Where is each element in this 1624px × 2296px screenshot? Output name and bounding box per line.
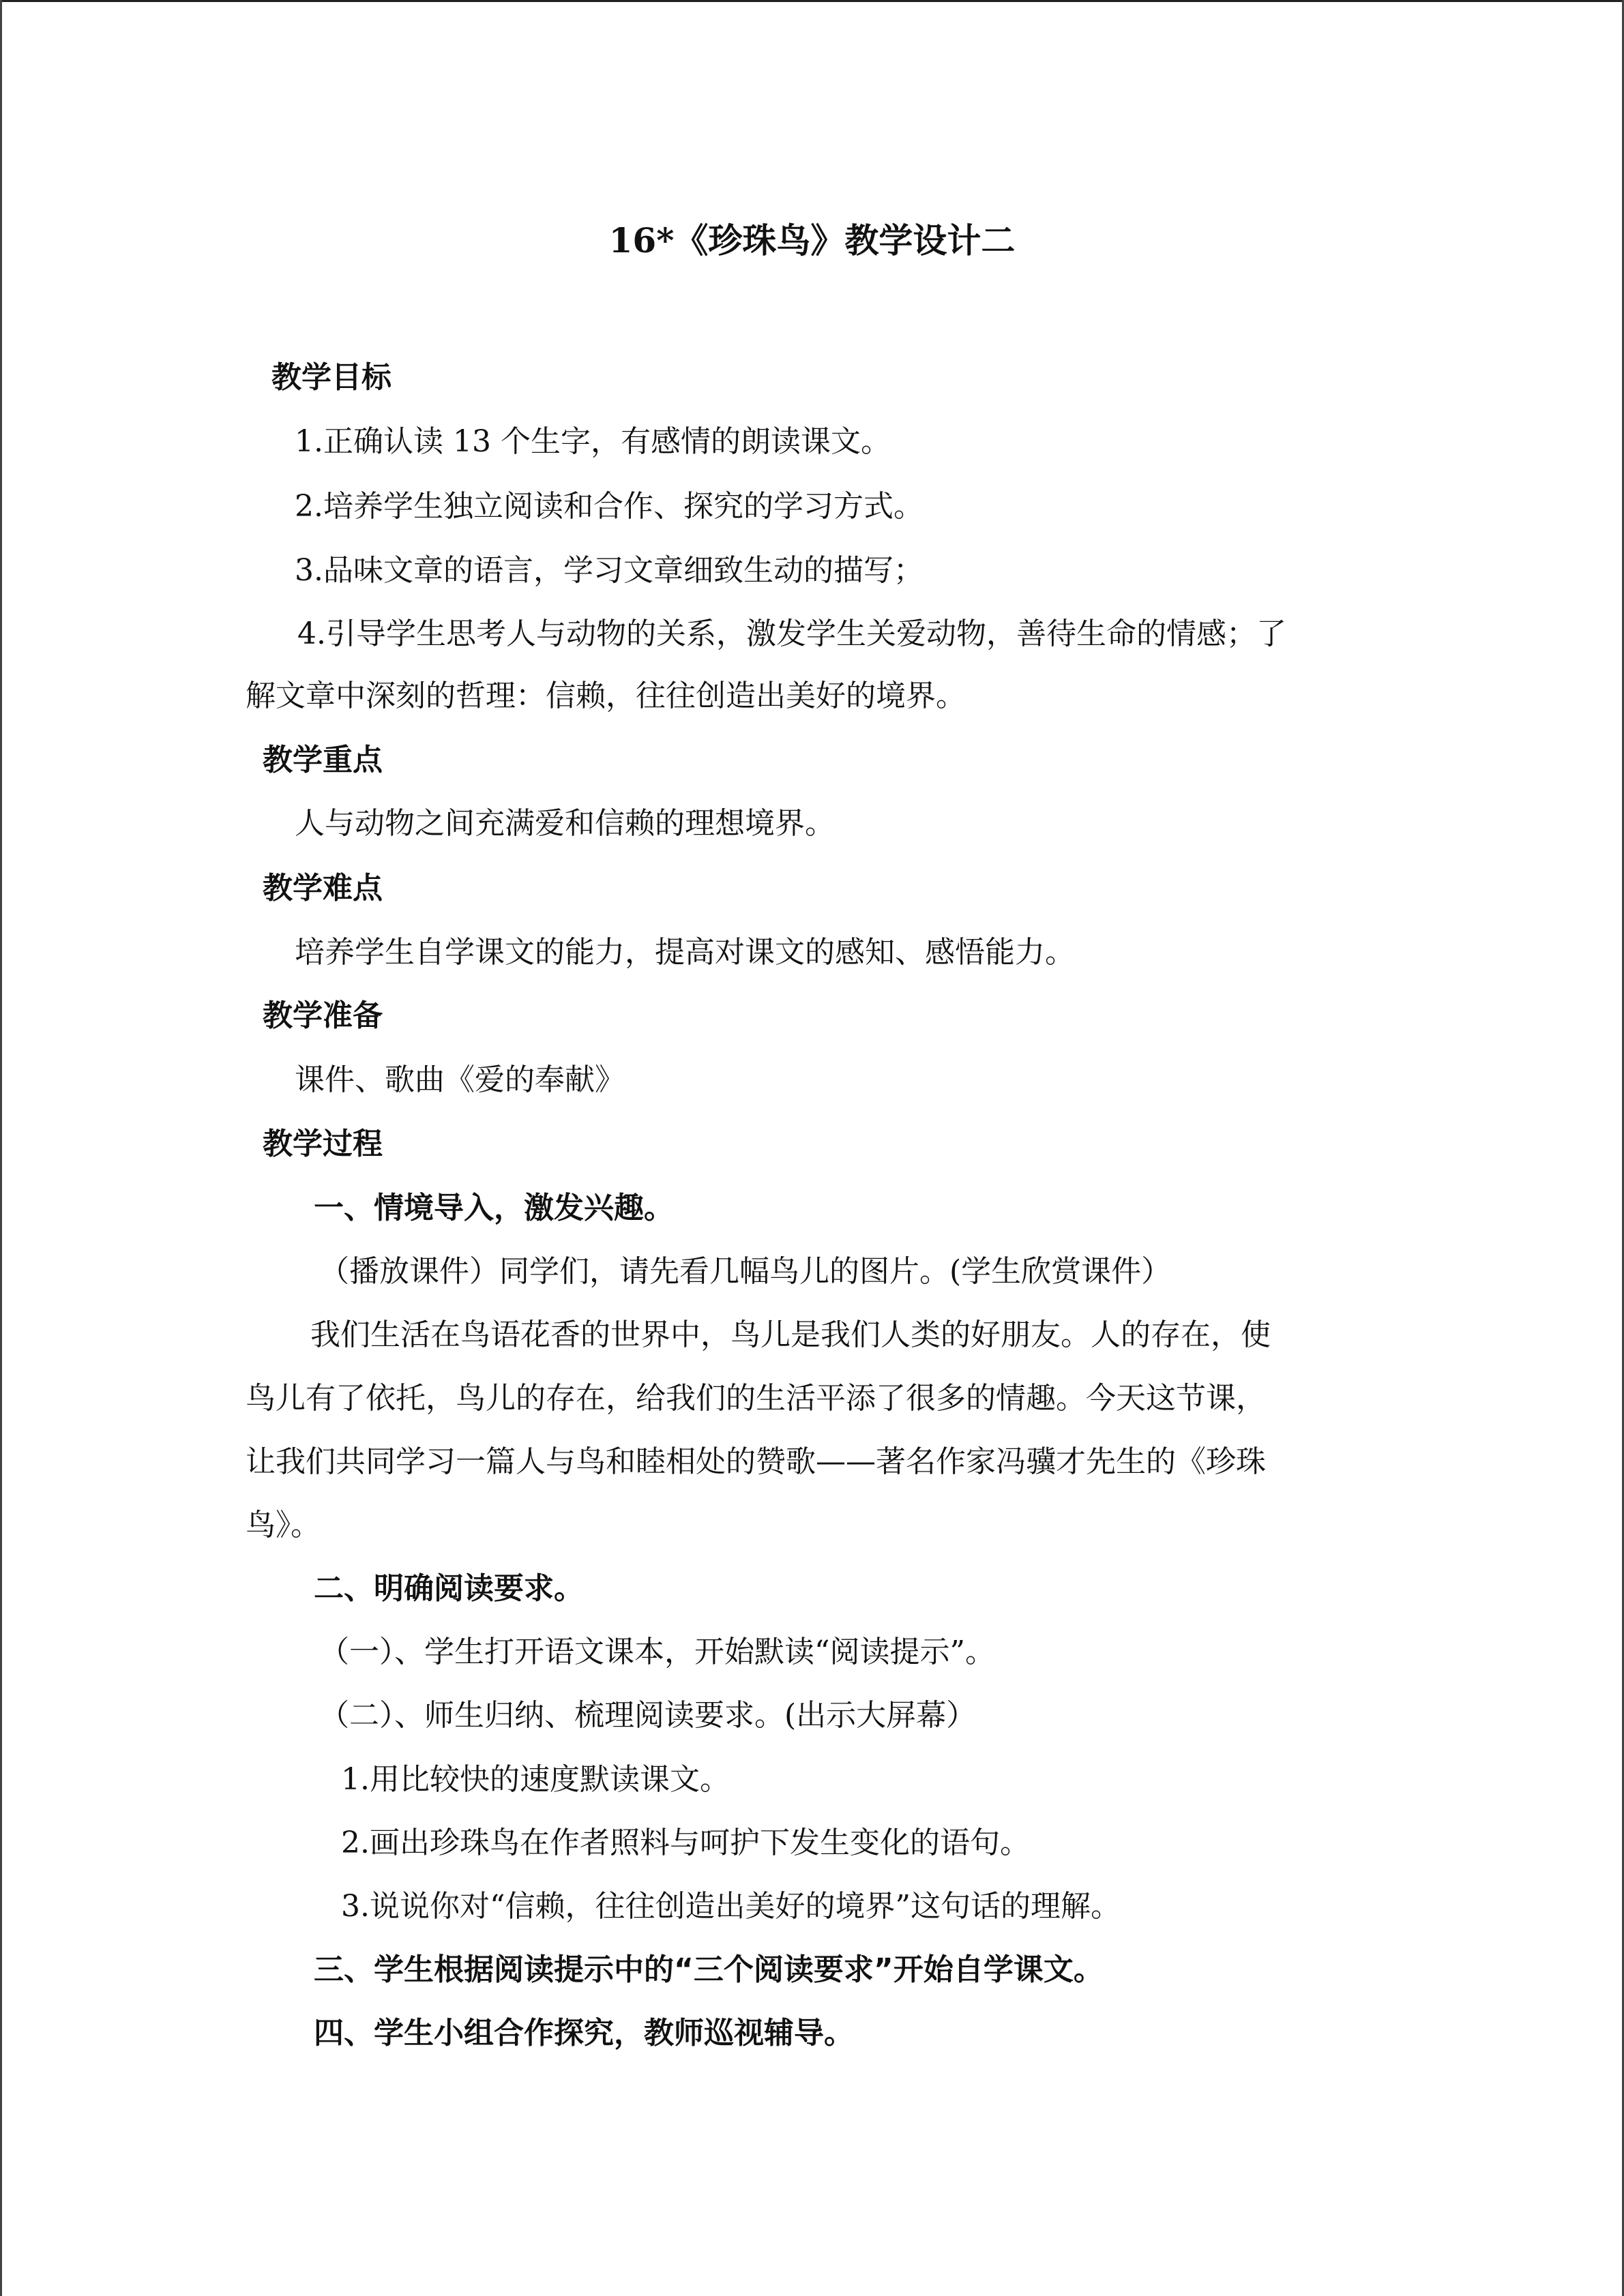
page-left-border — [0, 0, 2, 2296]
step1-title: 一、情境导入，激发兴趣。 — [314, 1191, 674, 1225]
objective-item-4-line2: 解文章中深刻的哲理：信赖，往往创造出美好的境界。 — [246, 679, 966, 713]
step2-title: 二、明确阅读要求。 — [314, 1571, 584, 1606]
step1-paragraph2-line3: 让我们共同学习一篇人与鸟和睦相处的赞歌——著名作家冯骥才先生的《珍珠 — [246, 1444, 1266, 1479]
difficulty-heading: 教学难点 — [263, 871, 383, 906]
objective-item-4-line1: 4.引导学生思考人与动物的关系，激发学生关爱动物，善待生命的情感；了 — [297, 616, 1286, 651]
document-title: 16*《珍珠鸟》教学设计二 — [608, 220, 1016, 260]
step4-title: 四、学生小组合作探究，教师巡视辅导。 — [314, 2016, 854, 2051]
step1-paragraph2-line2: 鸟儿有了依托，鸟儿的存在，给我们的生活平添了很多的情趣。今天这节课， — [246, 1381, 1266, 1416]
page-top-border — [0, 0, 1624, 2]
step1-paragraph2-line1: 我们生活在鸟语花香的世界中，鸟儿是我们人类的好朋友。人的存在，使 — [310, 1317, 1271, 1352]
step3-title: 三、学生根据阅读提示中的“三个阅读要求”开始自学课文。 — [314, 1952, 1104, 1987]
preparation-heading: 教学准备 — [263, 998, 383, 1033]
process-heading: 教学过程 — [263, 1127, 383, 1161]
step2-sub1: （一）、学生打开语文课本，开始默读“阅读提示”。 — [319, 1635, 995, 1669]
preparation-text: 课件、歌曲《爱的奉献》 — [295, 1062, 625, 1097]
key-point-heading: 教学重点 — [263, 743, 383, 777]
step1-paragraph2-line4: 鸟》。 — [246, 1508, 321, 1542]
step2-requirement-3: 3.说说你对“信赖，往往创造出美好的境界”这句话的理解。 — [341, 1889, 1121, 1924]
objective-item-1: 1.正确认读 13 个生字，有感情的朗读课文。 — [295, 424, 891, 459]
step2-sub2: （二）、师生归纳、梳理阅读要求。(出示大屏幕） — [319, 1698, 977, 1733]
step1-paragraph1: （播放课件）同学们，请先看几幅鸟儿的图片。(学生欣赏课件） — [319, 1254, 1172, 1289]
objectives-heading: 教学目标 — [271, 360, 392, 395]
difficulty-text: 培养学生自学课文的能力，提高对课文的感知、感悟能力。 — [295, 935, 1075, 970]
step2-requirement-1: 1.用比较快的速度默读课文。 — [341, 1762, 730, 1797]
step2-requirement-2: 2.画出珍珠鸟在作者照料与呵护下发生变化的语句。 — [341, 1825, 1030, 1860]
key-point-text: 人与动物之间充满爱和信赖的理想境界。 — [295, 806, 835, 841]
objective-item-3: 3.品味文章的语言，学习文章细致生动的描写； — [295, 553, 924, 588]
objective-item-2: 2.培养学生独立阅读和合作、探究的学习方式。 — [295, 489, 924, 524]
